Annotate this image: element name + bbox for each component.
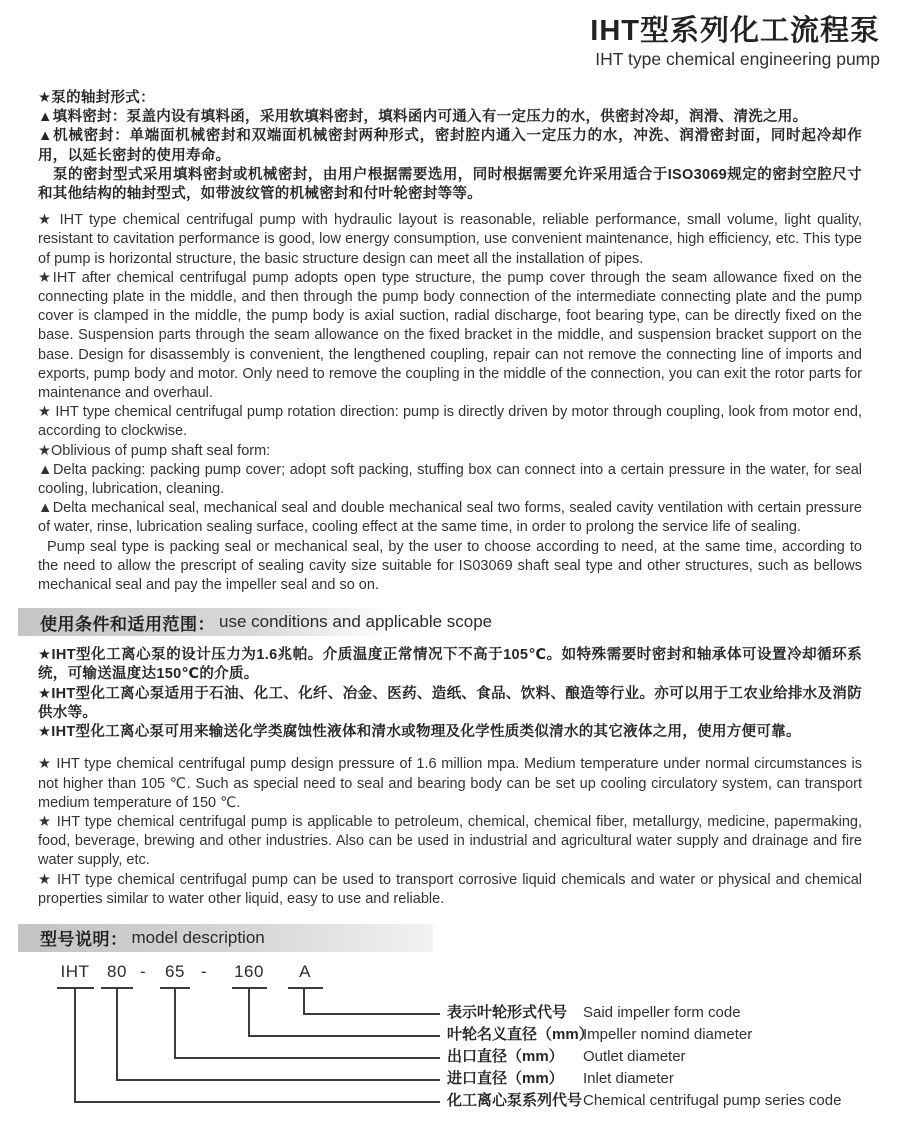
model-label-en-form: Said impeller form code <box>583 1003 741 1021</box>
model-code-impeller: 160 <box>234 961 264 981</box>
paragraph-en: ★ IHT type chemical centrifugal pump with hydraulic layout is reasonable, reliable performance, small volume, light quality, resistant to cavitation performance is good, low energy consumption, use convenient maintenance, high efficiency, etc. This type of pump is horizontal structure, the basic structure design can meet all the installation of pipes. <box>38 212 862 267</box>
section-heading-zh: 使用条件和适用范围： <box>40 614 215 634</box>
model-code-dash: - <box>200 961 208 981</box>
connector-line <box>303 988 305 1013</box>
paragraph-zh: ★IHT型化工离心泵适用于石油、化工、化纤、冶金、医药、造纸、食品、饮料、酿造等行业。亦可以用于工农业给排水及消防供水等。 <box>38 685 862 721</box>
paragraph-zh: ★IHT型化工离心泵的设计压力为1.6兆帕。介质温度正常情况下不高于105℃。如特殊需要时密封和轴承体可设置冷却循环系统，可输送温度达150℃的介质。 <box>38 647 862 683</box>
paragraph-zh: ★泵的轴封形式： <box>38 90 155 106</box>
paragraph-en: ▲Delta packing: packing pump cover; adopt soft packing, stuffing box can connect into a certain pressure in the water, for seal cooling, lubrication, cleaning. <box>38 461 862 498</box>
connector-line <box>248 1035 440 1037</box>
conditions-section-en <box>38 755 862 909</box>
document-header <box>38 0 880 69</box>
connector-line <box>248 988 250 1035</box>
paragraph-en: Pump seal type is packing seal or mechanical seal, by the user to choose according to need, at the same time, according to the need to allow the prescript of sealing cavity size suitable for IS03069 shaft seal type and other structures, such as bellows mechanical seal and pay the impeller seal and so on. <box>38 538 862 594</box>
connector-line <box>174 988 176 1057</box>
paragraph-zh: 泵的密封型式采用填料密封或机械密封，由用户根据需要选用，同时根据需要允许采用适合于ISO3069规定的密封空腔尺寸和其他结构的轴封型式，如带波纹管的机械密封和付叶轮密封等等。 <box>38 166 862 203</box>
model-code-diagram <box>38 962 862 1132</box>
connector-line <box>174 1057 440 1059</box>
paragraph-en: ★ IHT type chemical centrifugal pump can be used to transport corrosive liquid chemicals and water or physical and chemical properties similar to water other liquid, easy to use and reliable. <box>38 871 862 907</box>
model-label-en-series: Chemical centrifugal pump series code <box>583 1091 842 1109</box>
model-label-zh-series: 化工离心泵系列代号 <box>447 1091 583 1109</box>
paragraph-en: ▲Delta mechanical seal, mechanical seal and double mechanical seal two forms, sealed cavity ventilation with certain pressure of water, rinse, lubrication sealing surface, cooling effect at the same time, in order to prolong the service life of sealing. <box>38 500 862 536</box>
seal-section-en <box>38 211 862 595</box>
paragraph-en: ★ IHT type chemical centrifugal pump is applicable to petroleum, chemical, chemical fiber, metallurgy, medicine, papermaking, food, beverage, brewing and other industries. Also can be used in industrial and agricultural water supply and drainage and fire water supply, etc. <box>38 813 862 869</box>
section-heading-model <box>18 924 433 952</box>
model-code-dash: - <box>139 961 147 981</box>
section-heading-en: use conditions and applicable scope <box>219 612 493 632</box>
paragraph-zh: ★IHT型化工离心泵可用来输送化学类腐蚀性液体和清水或物理及化学性质类似清水的其它液体之用，使用方便可靠。 <box>38 724 801 741</box>
model-label-en-inlet: Inlet diameter <box>583 1069 674 1087</box>
connector-line <box>303 1013 440 1015</box>
section-heading-zh: 型号说明： <box>40 930 128 950</box>
section-heading-conditions <box>18 608 618 636</box>
seal-section-zh <box>38 89 862 204</box>
paragraph-zh: ▲机械密封：单端面机械密封和双端面机械密封两种形式，密封腔内通入一定压力的水，冲洗、润滑密封面，同时起冷却作用，以延长密封的使用寿命。 <box>38 128 862 164</box>
page-title: IHT型系列化工流程泵 <box>590 15 880 47</box>
paragraph-en: ★ IHT type chemical centrifugal pump rotation direction: pump is directly driven by motor through coupling, look from motor end, according to clockwise. <box>38 404 862 440</box>
conditions-section-zh <box>38 646 862 742</box>
connector-line <box>74 988 76 1101</box>
page-subtitle: IHT type chemical engineering pump <box>595 49 880 69</box>
connector-line <box>116 988 118 1079</box>
model-label-en-outlet: Outlet diameter <box>583 1047 686 1065</box>
model-label-zh-impeller: 叶轮名义直径（mm） <box>447 1025 594 1043</box>
model-code-outlet: 65 <box>165 961 185 981</box>
connector-line <box>116 1079 440 1081</box>
model-code-series: IHT <box>60 961 90 981</box>
model-label-zh-outlet: 出口直径（mm） <box>447 1047 564 1065</box>
paragraph-en: ★IHT after chemical centrifugal pump adopts open type structure, the pump cover through the seam allowance fixed on the connecting plate in the middle, and then through the pump body connection of the intermediate connecting plate and the pump cover is clamped in the middle, the pump body is axial suction, radial discharge, foot bearing type, can be directly fixed on the base. Suspension parts through the seam allowance on the fixed bracket in the middle, and suspension bracket support on the base. Design for disassembly is convenient, the lengthened coupling, repair can not remove the connecting line of imports and exports, pump body and motor. Only need to remove the coupling in the middle of the connection, you can exit the rotor parts for maintenance and overhaul. <box>38 269 862 402</box>
paragraph-zh: ▲填料密封：泵盖内设有填料函，采用软填料密封，填料函内可通入有一定压力的水，供密封冷却，润滑、清洗之用。 <box>38 109 808 126</box>
model-label-zh-inlet: 进口直径（mm） <box>447 1069 564 1087</box>
paragraph-en: ★ IHT type chemical centrifugal pump design pressure of 1.6 million mpa. Medium temperature under normal circumstances is not higher than 105 ℃. Such as special need to seal and bearing body can be set up cooling circulatory system, can transport medium temperature of 150 ℃. <box>38 756 862 811</box>
model-code-form: A <box>299 961 311 981</box>
code-underline <box>288 987 323 989</box>
model-label-en-impeller: Impeller nomind diameter <box>583 1025 753 1043</box>
model-code-inlet: 80 <box>107 961 127 981</box>
connector-line <box>74 1101 440 1103</box>
model-label-zh-form: 表示叶轮形式代号 <box>447 1003 568 1021</box>
section-heading-en: model description <box>131 927 265 947</box>
paragraph-en: ★Oblivious of pump shaft seal form: <box>38 442 271 459</box>
